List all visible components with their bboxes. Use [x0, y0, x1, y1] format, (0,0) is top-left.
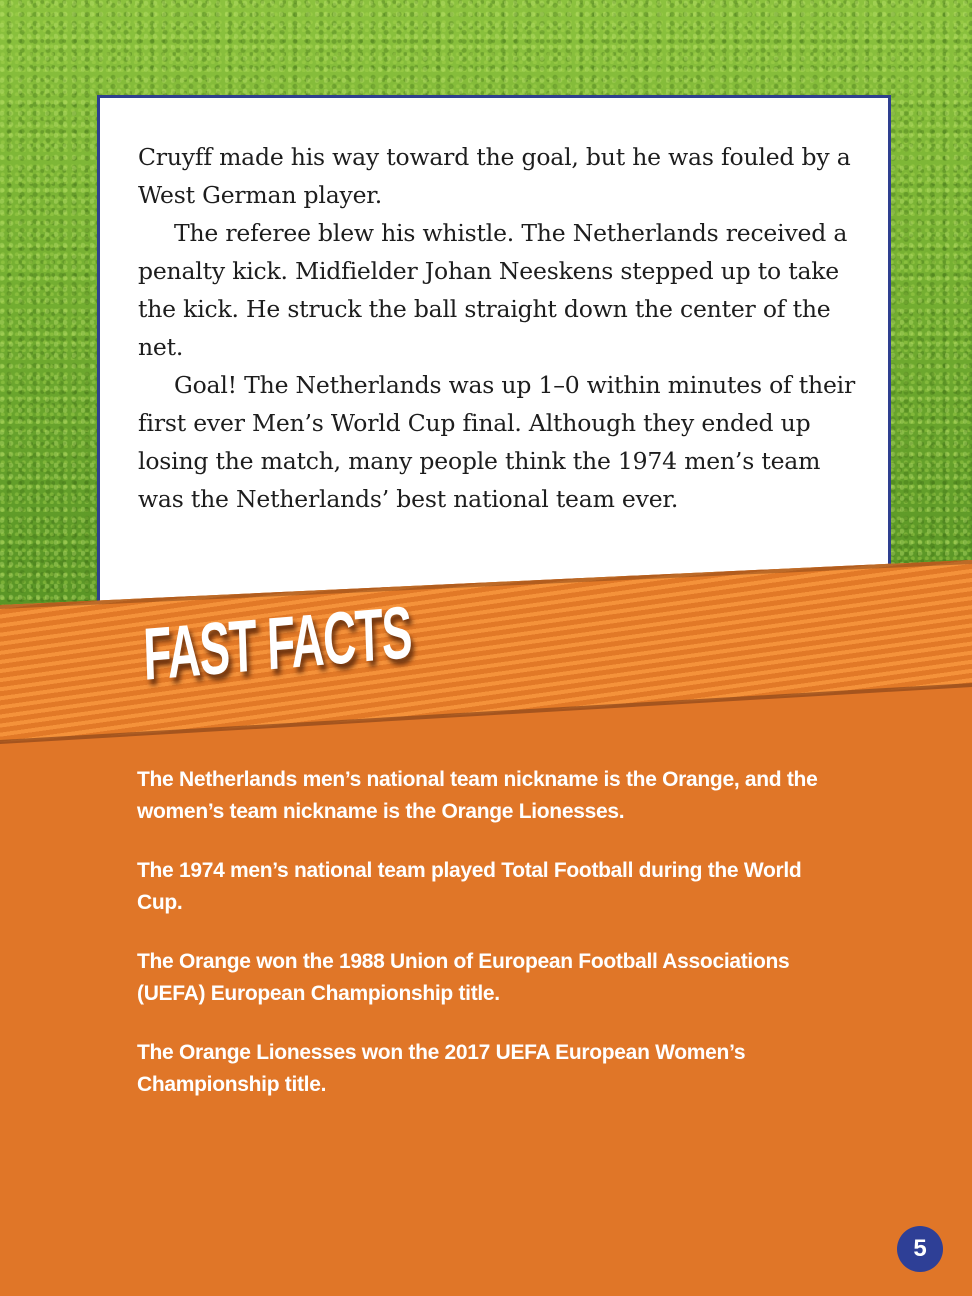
fast-facts-list — [137, 764, 837, 1128]
story-text — [138, 138, 868, 518]
story-text-box — [97, 95, 891, 635]
fast-facts-heading: FAST FACTS — [142, 590, 413, 696]
page-number-badge — [897, 1226, 943, 1272]
fact-item: The Orange won the 1988 Union of European Football Associations (UEFA) European Championship title. — [137, 950, 790, 1005]
page-number: 5 — [913, 1235, 927, 1262]
story-paragraph-3: Goal! The Netherlands was up 1–0 within minutes of their first ever Men’s World Cup final. Although they ended up losing the match, many people think the 1974 men’s team was the Netherlands’ best national team ever. — [138, 371, 856, 513]
fact-item: The Orange Lionesses won the 2017 UEFA European Women’s Championship title. — [137, 1041, 746, 1096]
fact-item: The Netherlands men’s national team nickname is the Orange, and the women’s team nickname is the Orange Lionesses. — [137, 768, 818, 823]
story-paragraph-1: Cruyff made his way toward the goal, but he was fouled by a West German player. — [138, 143, 851, 209]
story-paragraph-2: The referee blew his whistle. The Netherlands received a penalty kick. Midfielder Johan Neeskens stepped up to take the kick. He struck the ball straight down the center of the net. — [138, 219, 848, 361]
fact-item: The 1974 men’s national team played Total Football during the World Cup. — [137, 859, 802, 914]
